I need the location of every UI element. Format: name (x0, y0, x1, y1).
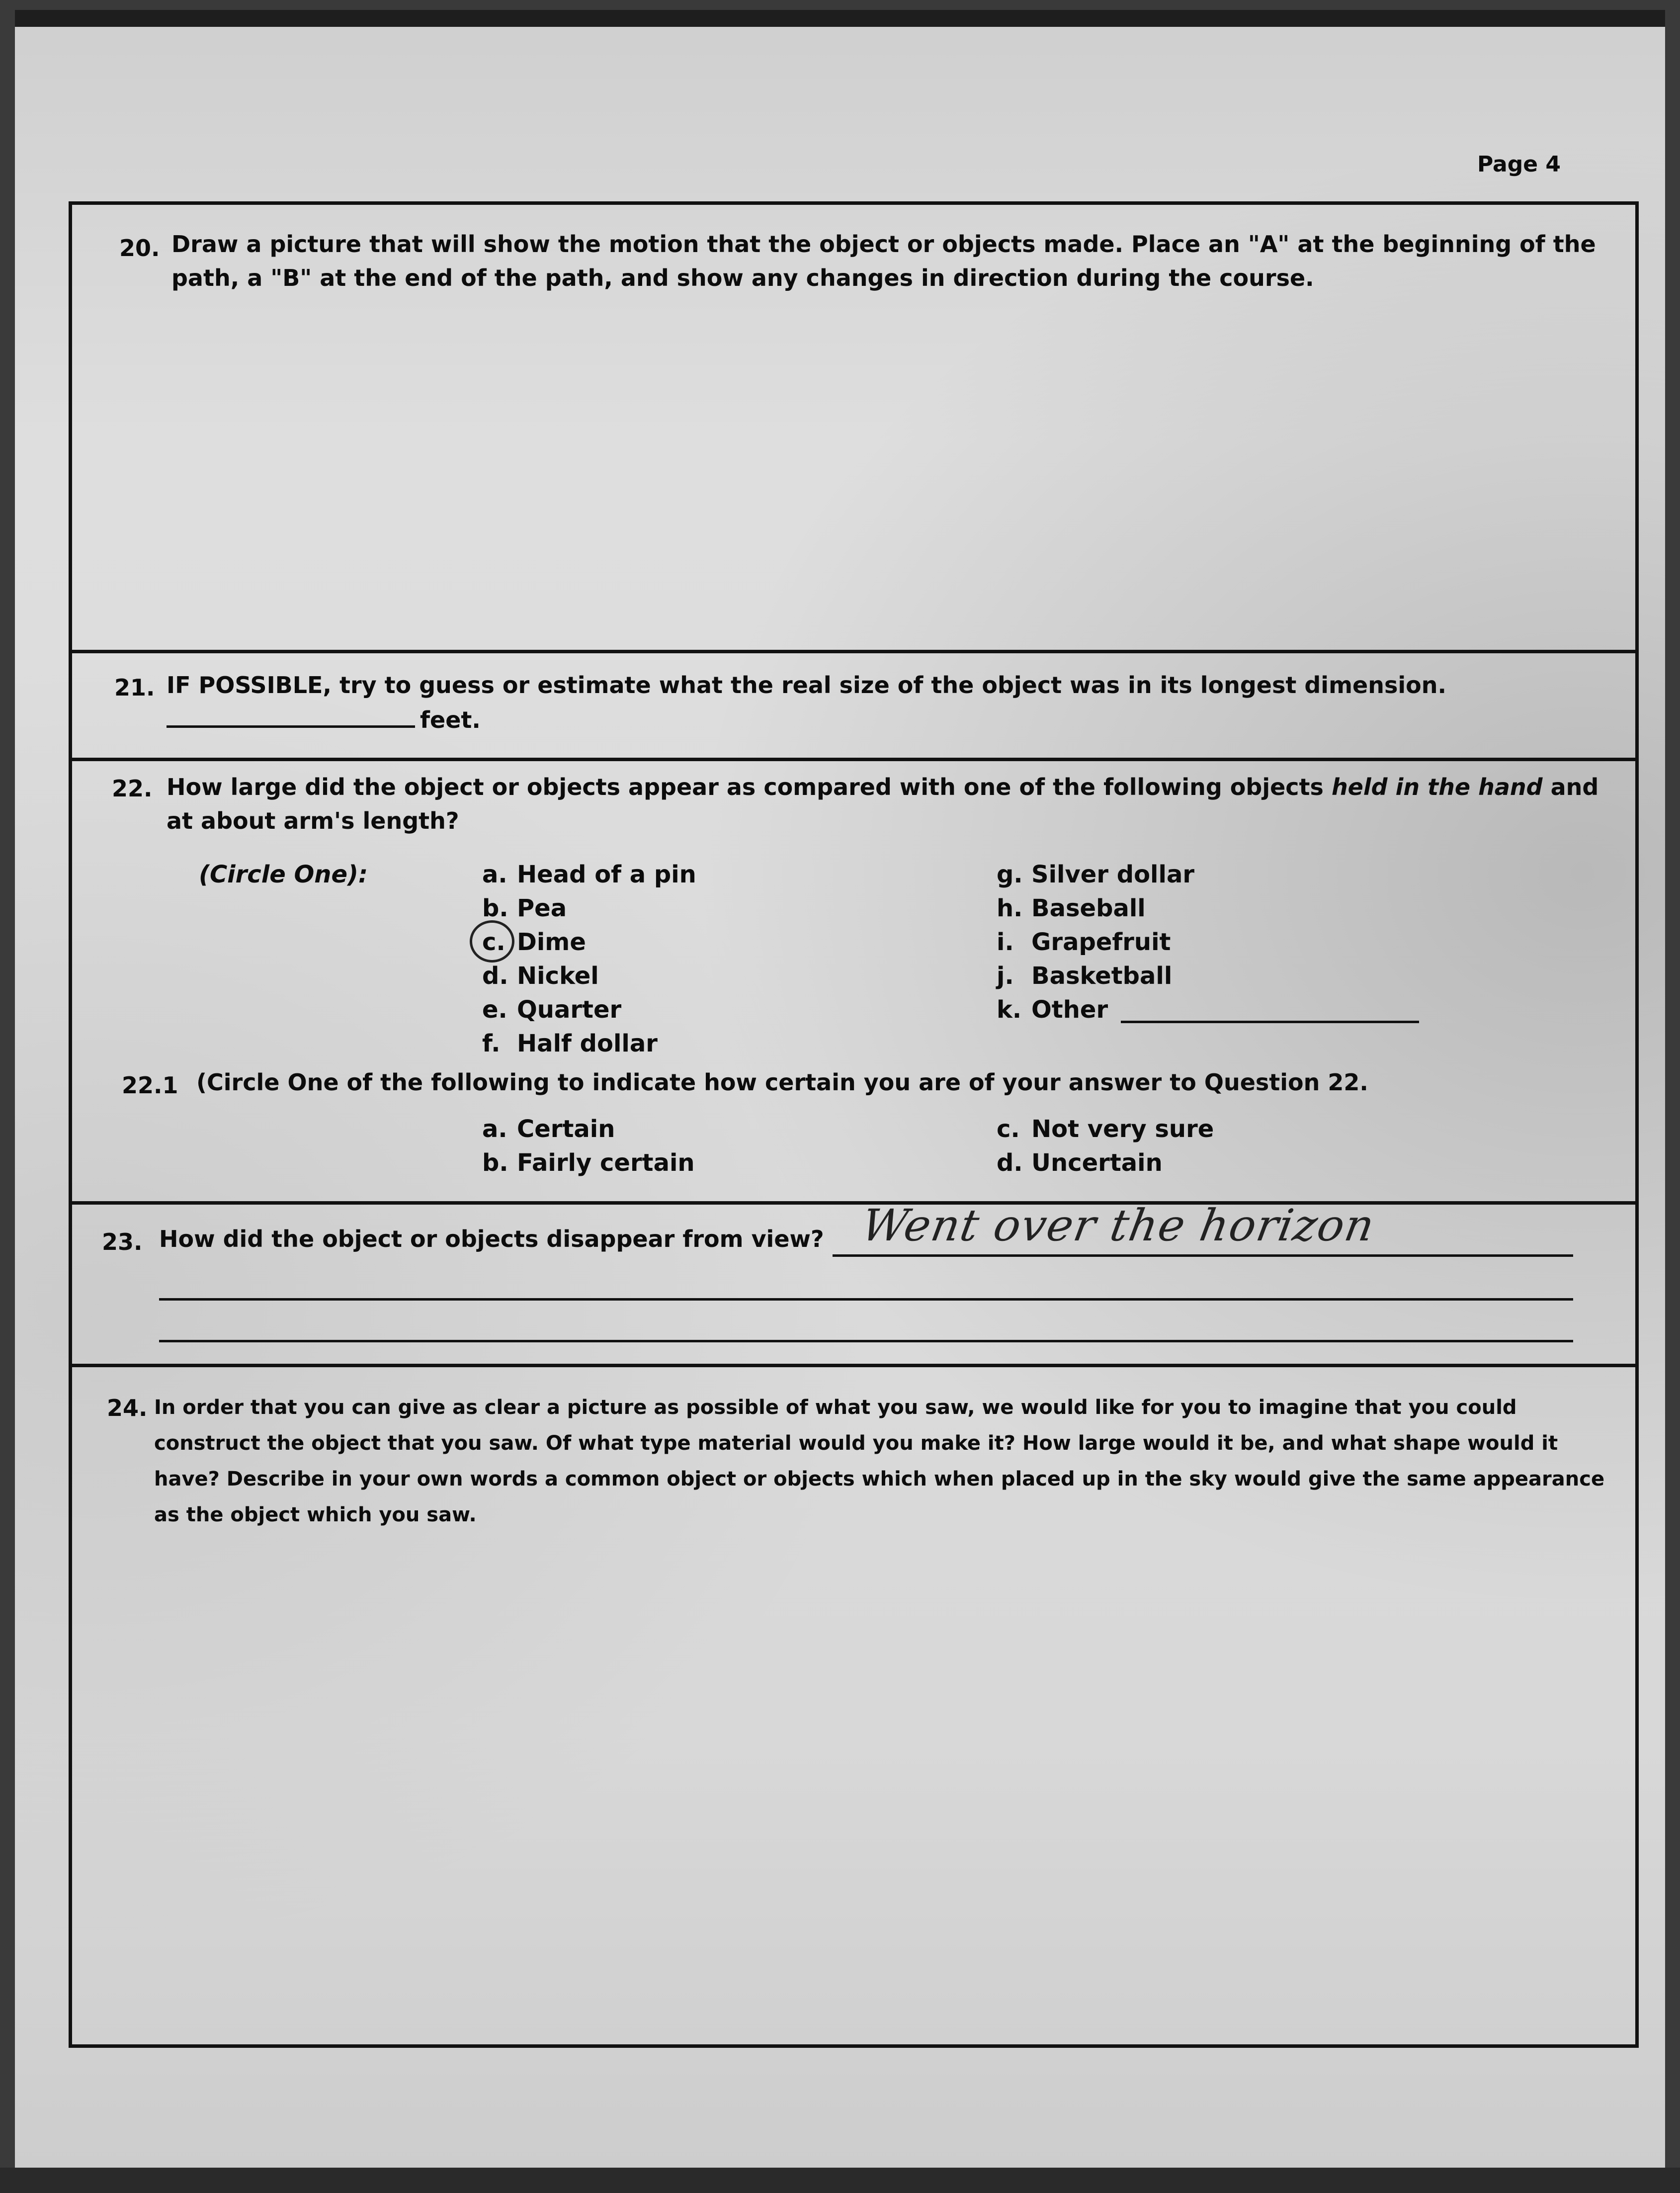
motion-drawing-area[interactable] (82, 304, 1623, 642)
certainty-fairly-certain[interactable] (482, 1149, 695, 1177)
question-22-body: How large did the object or objects appear as compared with one of the following objects (167, 774, 1324, 800)
size-estimate-blank[interactable] (167, 725, 415, 728)
option-label: Silver dollar (1031, 861, 1195, 888)
option-label: Head of a pin (517, 861, 696, 888)
question-20-section (72, 205, 1635, 653)
option-letter: f. (482, 1030, 501, 1057)
option-label: Certain (517, 1115, 615, 1143)
option-label: Fairly certain (517, 1149, 695, 1177)
question-21-lead: IF POSSIBLE, (167, 672, 332, 699)
option-label: Nickel (517, 962, 599, 990)
question-21-number: 21. (114, 674, 155, 701)
option-letter: b. (482, 1149, 508, 1177)
question-23-text: How did the object or objects disappear from view? (159, 1226, 824, 1252)
scanned-page (15, 10, 1665, 2168)
option-letter: c. (997, 1115, 1020, 1143)
option-letter: d. (482, 962, 508, 990)
answer-line-1[interactable] (833, 1254, 1573, 1257)
option-letter: a. (482, 861, 507, 888)
option-letter: g. (997, 861, 1023, 888)
option-label: Baseball (1031, 894, 1146, 922)
question-21-unit: feet. (420, 706, 481, 733)
other-blank[interactable] (1121, 1021, 1419, 1023)
option-label: Basketball (1031, 962, 1173, 990)
option-label: Not very sure (1031, 1115, 1214, 1143)
option-label: Uncertain (1031, 1149, 1163, 1177)
question-22-number: 22. (112, 775, 153, 802)
option-basketball[interactable] (997, 962, 1172, 990)
question-22-emphasis: held in the hand (1331, 774, 1543, 800)
question-21-text (167, 668, 1608, 702)
scan-top-edge (15, 10, 1665, 27)
option-label: Half dollar (517, 1030, 658, 1057)
scan-bottom-edge (0, 2168, 1680, 2193)
question-22-section (72, 761, 1635, 1205)
question-21-section (72, 653, 1635, 761)
option-letter: c. (482, 928, 505, 956)
option-letter: d. (997, 1149, 1023, 1177)
question-22-1-number: 22.1 (122, 1072, 178, 1099)
question-20-text: Draw a picture that will show the motion that the object or objects made. Place an "A" at the beginning of the path, a "B" at the end of the path, and show any changes in direction during the course. (171, 231, 1596, 291)
option-pea[interactable] (482, 894, 567, 922)
option-letter: j. (997, 962, 1014, 990)
dime-circled-mark (470, 920, 514, 963)
certainty-not-very-sure[interactable] (997, 1115, 1214, 1143)
option-label: Dime (517, 928, 586, 956)
answer-line-3[interactable] (159, 1340, 1573, 1342)
question-22-tail: and at about arm's length? (167, 774, 1599, 834)
question-20-number: 20. (119, 235, 160, 262)
option-quarter[interactable] (482, 996, 621, 1024)
certainty-uncertain[interactable] (997, 1149, 1163, 1177)
option-other[interactable] (997, 996, 1108, 1024)
option-letter: e. (482, 996, 507, 1024)
question-22-1-text: (Circle One of the following to indicate how certain you are of your answer to Question 22. (196, 1069, 1368, 1096)
question-22-text (167, 770, 1608, 838)
option-label: Quarter (517, 996, 622, 1024)
description-area[interactable] (82, 1546, 1623, 2033)
question-24-section (72, 1367, 1635, 2044)
option-label: Grapefruit (1031, 928, 1171, 956)
option-label: Other (1031, 996, 1108, 1024)
option-half-dollar[interactable] (482, 1030, 658, 1057)
questionnaire-form (69, 201, 1639, 2048)
option-letter: a. (482, 1115, 507, 1143)
circle-one-label: (Circle One): (199, 861, 368, 888)
option-silver-dollar[interactable] (997, 861, 1194, 888)
question-24-text: In order that you can give as clear a picture as possible of what you saw, we would like for you to imagine that you could construct the object that you saw. Of what type material would you make it? How large would it be, and what shape would it have? Describe in your own words a common object or objects which when placed up in the sky would give the same appearance as the object which you saw. (154, 1396, 1605, 1526)
question-24-number: 24. (107, 1395, 148, 1421)
question-23-number: 23. (102, 1228, 143, 1255)
option-letter: h. (997, 894, 1023, 922)
question-21-body: try to guess or estimate what the real size of the object was in its longest dimension. (339, 672, 1446, 699)
option-baseball[interactable] (997, 894, 1146, 922)
page-number: Page 4 (1477, 152, 1561, 177)
certainty-certain[interactable] (482, 1115, 615, 1143)
option-label: Pea (517, 894, 567, 922)
handwritten-answer: Went over the horizon (857, 1200, 1379, 1251)
option-letter: b. (482, 894, 508, 922)
option-letter: i. (997, 928, 1014, 956)
option-letter: k. (997, 996, 1022, 1024)
option-grapefruit[interactable] (997, 928, 1171, 956)
option-nickel[interactable] (482, 962, 599, 990)
answer-line-2[interactable] (159, 1298, 1573, 1301)
question-23-section (72, 1200, 1635, 1367)
option-head-of-pin[interactable] (482, 861, 696, 888)
